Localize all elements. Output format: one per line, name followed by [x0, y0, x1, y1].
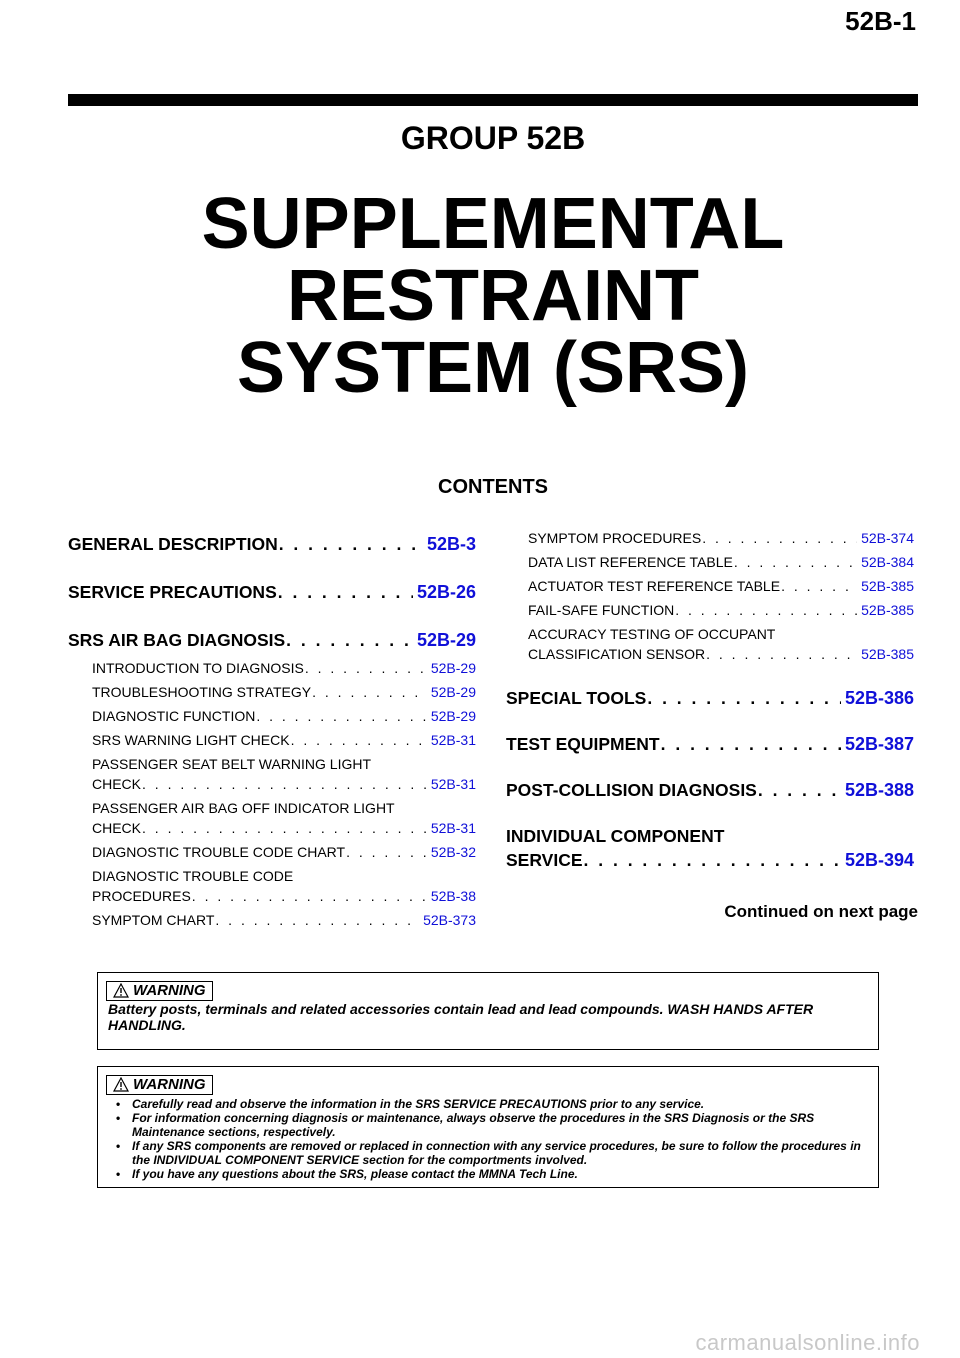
warning-triangle-icon — [113, 983, 129, 998]
toc-entry-passenger-air-bag-off[interactable] — [68, 818, 476, 838]
list-item — [106, 1111, 874, 1139]
warning-text: Battery posts, terminals and related accessories contain lead and lead compounds. WASH HANDS AFTER HANDLING. — [108, 1001, 814, 1033]
main-title-line-1: SUPPLEMENTAL — [201, 184, 785, 264]
toc-entry-title: CHECK — [92, 820, 142, 836]
toc-entry-symptom-procedures[interactable] — [506, 528, 914, 548]
toc-entry-title: DATA LIST REFERENCE TABLE — [528, 554, 733, 570]
leader-dots — [346, 842, 427, 862]
leader-dots — [661, 732, 841, 756]
toc-entry-title: SYMPTOM CHART — [92, 912, 215, 928]
bullet-icon: • — [116, 1167, 121, 1181]
toc-page-link[interactable]: 52B-384 — [861, 554, 914, 570]
leader-dots — [256, 706, 427, 726]
warning-item-text: If you have any questions about the SRS, please contact the MMNA Tech Line. — [132, 1167, 578, 1181]
toc-page-link[interactable]: 52B-387 — [844, 734, 914, 754]
warning-box-srs — [97, 1066, 879, 1188]
toc-entry-wrap-line: PASSENGER SEAT BELT WARNING LIGHT — [92, 756, 372, 772]
warning-box-battery — [97, 972, 879, 1050]
toc-entry-title: TEST EQUIPMENT — [506, 734, 660, 754]
warning-triangle-icon — [113, 1077, 129, 1092]
toc-entry-title: SERVICE PRECAUTIONS — [68, 582, 277, 602]
bullet-icon: • — [116, 1097, 121, 1111]
list-item — [106, 1097, 874, 1111]
leader-dots — [279, 532, 423, 556]
toc-page-link[interactable]: 52B-31 — [430, 732, 476, 748]
toc-page-link[interactable]: 52B-3 — [426, 534, 476, 554]
leader-dots — [291, 730, 427, 750]
toc-entry-individual-component[interactable] — [506, 848, 914, 872]
toc-entry-srs-warning-light[interactable] — [68, 730, 476, 750]
toc-entry-special-tools[interactable] — [506, 686, 914, 710]
warning-item-text: Carefully read and observe the information in the SRS SERVICE PRECAUTIONS prior to any service. — [132, 1097, 705, 1111]
toc-page-link[interactable]: 52B-386 — [844, 688, 914, 708]
toc-page-link[interactable]: 52B-31 — [430, 820, 476, 836]
list-item — [106, 1167, 874, 1181]
toc-entry-test-equipment[interactable] — [506, 732, 914, 756]
list-item — [106, 1139, 874, 1167]
toc-entry-srs-air-bag-diagnosis[interactable] — [68, 628, 476, 652]
toc-entry-actuator-test[interactable] — [506, 576, 914, 596]
leader-dots — [584, 848, 841, 872]
toc-entry-symptom-chart[interactable] — [68, 910, 476, 930]
toc-page-link[interactable]: 52B-29 — [416, 630, 476, 650]
leader-dots — [278, 580, 413, 604]
leader-dots — [702, 528, 857, 548]
toc-page-link[interactable]: 52B-385 — [861, 646, 914, 662]
toc-left-column — [68, 520, 476, 930]
main-title — [0, 184, 960, 408]
toc-page-link[interactable]: 52B-385 — [861, 578, 914, 594]
page-number: 52B-1 — [845, 6, 916, 36]
toc-entry-dtc-procedures[interactable] — [68, 886, 476, 906]
toc-page-link[interactable]: 52B-374 — [861, 530, 914, 546]
warning-label — [106, 1075, 213, 1095]
warning-label-text: WARNING — [133, 1076, 206, 1093]
leader-dots — [675, 600, 857, 620]
leader-dots — [734, 552, 857, 572]
leader-dots — [286, 628, 413, 652]
toc-entry-wrap-line: ACCURACY TESTING OF OCCUPANT — [528, 626, 776, 642]
toc-entry-wrap-line: DIAGNOSTIC TROUBLE CODE — [92, 868, 294, 884]
toc-entry-title: SERVICE — [506, 850, 583, 870]
toc-page-link[interactable]: 52B-31 — [430, 776, 476, 792]
toc-right-column — [506, 528, 914, 872]
toc-page-link[interactable]: 52B-26 — [416, 582, 476, 602]
toc-page-link[interactable]: 52B-29 — [430, 660, 476, 676]
leader-dots — [781, 576, 857, 596]
leader-dots — [142, 818, 427, 838]
warning-label — [106, 981, 213, 1001]
group-title: GROUP 52B — [400, 120, 586, 156]
warning-label-text: WARNING — [133, 982, 206, 999]
leader-dots — [312, 682, 427, 702]
bullet-icon: • — [116, 1139, 121, 1153]
leader-dots — [142, 774, 427, 794]
toc-entry-title: FAIL-SAFE FUNCTION — [528, 602, 675, 618]
toc-entry-title: SRS WARNING LIGHT CHECK — [92, 732, 290, 748]
toc-entry-fail-safe[interactable] — [506, 600, 914, 620]
toc-page-link[interactable]: 52B-38 — [430, 888, 476, 904]
toc-entry-title: CHECK — [92, 776, 142, 792]
leader-dots — [706, 644, 857, 664]
footer-watermark: carmanualsonline.info — [695, 1330, 920, 1355]
toc-entry-title: SPECIAL TOOLS — [506, 688, 647, 708]
warning-list — [106, 1097, 874, 1181]
toc-entry-general-description[interactable] — [68, 532, 476, 556]
toc-entry-title: PROCEDURES — [92, 888, 191, 904]
toc-entry-title: ACTUATOR TEST REFERENCE TABLE — [528, 578, 781, 594]
continued-note: Continued on next page — [724, 902, 918, 921]
leader-dots — [215, 910, 419, 930]
toc-entry-title: GENERAL DESCRIPTION — [68, 534, 278, 554]
toc-entry-title: SRS AIR BAG DIAGNOSIS — [68, 630, 286, 650]
toc-entry-post-collision[interactable] — [506, 778, 914, 802]
toc-entry-introduction[interactable] — [68, 658, 476, 678]
toc-page-link[interactable]: 52B-394 — [844, 850, 914, 870]
toc-entry-title: INTRODUCTION TO DIAGNOSIS — [92, 660, 304, 676]
toc-entry-title: TROUBLESHOOTING STRATEGY — [92, 684, 312, 700]
toc-page-link[interactable]: 52B-29 — [430, 684, 476, 700]
leader-dots — [192, 886, 427, 906]
top-rule-divider — [68, 94, 918, 106]
leader-dots — [647, 686, 841, 710]
leader-dots — [758, 778, 841, 802]
toc-page-link[interactable]: 52B-388 — [844, 780, 914, 800]
main-title-line-3: SYSTEM (SRS) — [236, 328, 750, 408]
toc-page-link[interactable]: 52B-373 — [423, 912, 476, 928]
toc-entry-wrap-line: PASSENGER AIR BAG OFF INDICATOR LIGHT — [92, 800, 395, 816]
bullet-icon: • — [116, 1111, 121, 1125]
warning-item-text: If any SRS components are removed or replaced in connection with any service procedures, be sure to follow the procedures in the INDIVIDUAL COMPONENT SERVICE section for the comportments involved. — [132, 1139, 861, 1167]
toc-entry-title: CLASSIFICATION SENSOR — [528, 646, 706, 662]
toc-page-link[interactable]: 52B-29 — [430, 708, 476, 724]
toc-page-link[interactable]: 52B-32 — [430, 844, 476, 860]
leader-dots — [305, 658, 427, 678]
toc-entry-service-precautions[interactable] — [68, 580, 476, 604]
toc-entry-data-list[interactable] — [506, 552, 914, 572]
toc-entry-troubleshooting[interactable] — [68, 682, 476, 702]
toc-entry-title: SYMPTOM PROCEDURES — [528, 530, 702, 546]
contents-heading: CONTENTS — [438, 476, 548, 498]
toc-entry-title: POST-COLLISION DIAGNOSIS — [506, 780, 757, 800]
toc-page-link[interactable]: 52B-385 — [861, 602, 914, 618]
main-title-line-2: RESTRAINT — [287, 256, 699, 336]
toc-entry-accuracy-testing[interactable] — [506, 644, 914, 664]
toc-entry-dtc-chart[interactable] — [68, 842, 476, 862]
warning-item-text: For information concerning diagnosis or maintenance, always observe the procedures in the SRS Diagnosis or the SRS Maintenance sections, respectively. — [132, 1111, 815, 1139]
toc-entry-wrap-line: INDIVIDUAL COMPONENT — [506, 826, 725, 846]
toc-entry-title: DIAGNOSTIC FUNCTION — [92, 708, 256, 724]
toc-entry-title: DIAGNOSTIC TROUBLE CODE CHART — [92, 844, 346, 860]
toc-entry-passenger-seat-belt[interactable] — [68, 774, 476, 794]
toc-entry-diagnostic-function[interactable] — [68, 706, 476, 726]
